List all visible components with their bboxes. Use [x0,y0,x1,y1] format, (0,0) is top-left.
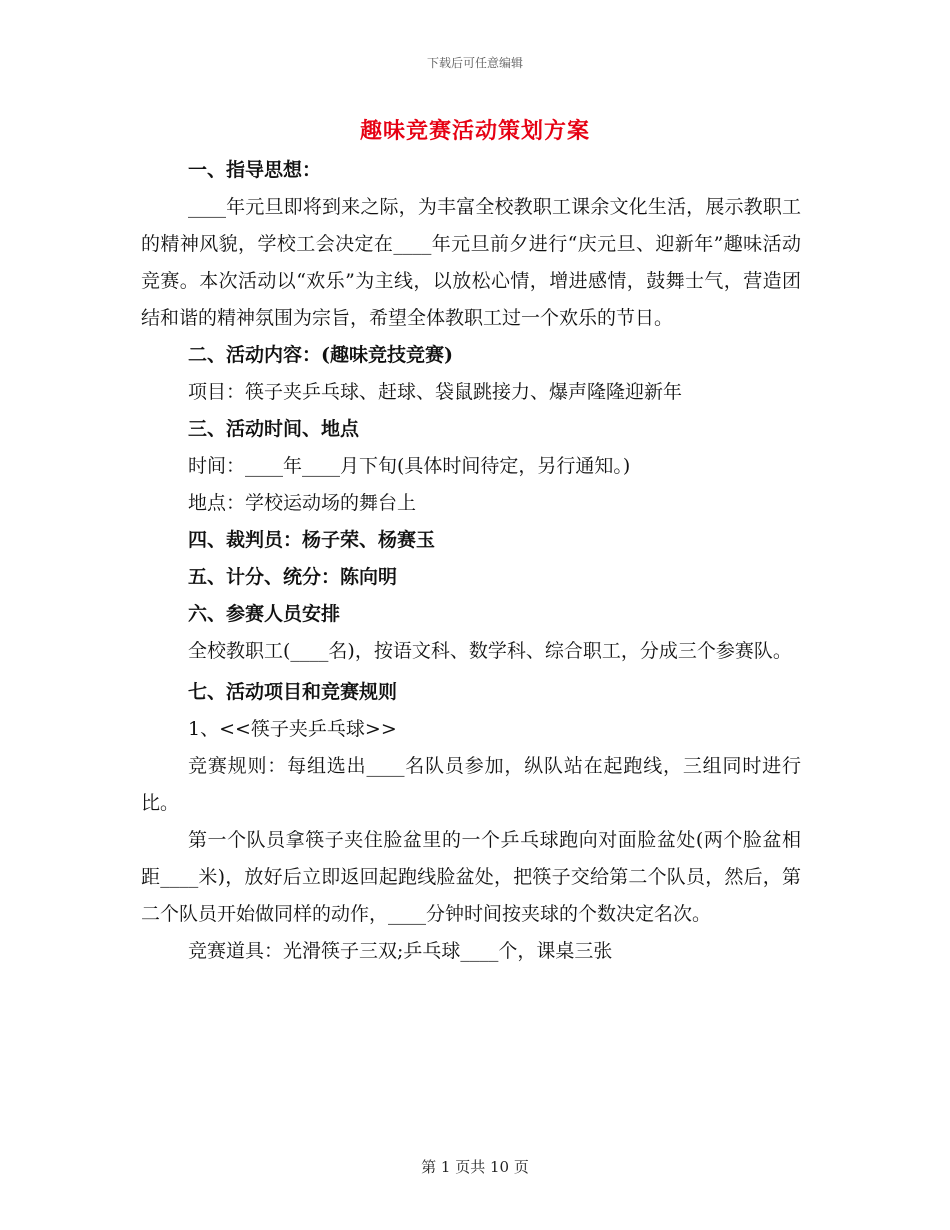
event-detail-paragraph: 第一个队员拿筷子夹住脸盆里的一个乒乓球跑向对面脸盆处(两个脸盆相距____米)，放好后立即返回起跑线脸盆处，把筷子交给第二个队员，然后，第二个队员开始做同样的动作，____分钟时间按夹球的个数决定名次。 [141,829,801,925]
event-item-chopsticks: 1、<<筷子夹乒乓球>> [188,718,397,740]
section-heading-referees: 四、裁判员：杨子荣、杨赛玉 [188,529,436,551]
document-title: 趣味竞赛活动策划方案 [359,118,590,144]
section-heading-events-rules: 七、活动项目和竞赛规则 [188,681,398,703]
event-props-line: 竞赛道具：光滑筷子三双;乒乓球____个，课桌三张 [188,940,613,962]
section-heading-scoring: 五、计分、统分：陈向明 [188,566,398,588]
activity-time-line: 时间：____年____月下旬(具体时间待定，另行通知。) [188,455,631,477]
section-heading-time-place: 三、活动时间、地点 [188,418,360,440]
section-heading-participants: 六、参赛人员安排 [188,603,341,625]
document-body [141,152,801,970]
header-note: 下载后可任意编辑 [426,56,523,70]
event-rule-paragraph: 竞赛规则：每组选出____名队员参加，纵队站在起跑线，三组同时进行比。 [141,755,801,814]
section-heading-activity-content: 二、活动内容：(趣味竞技竞赛) [188,344,453,366]
section-heading-guiding-ideology: 一、指导思想： [188,159,322,181]
page-number-footer: 第 1 页共 10 页 [421,1158,529,1176]
activity-place-line: 地点：学校运动场的舞台上 [188,492,417,514]
participants-paragraph: 全校教职工(____名)，按语文科、数学科、综合职工，分成三个参赛队。 [188,640,792,662]
guiding-ideology-paragraph: ____年元旦即将到来之际，为丰富全校教职工课余文化生活，展示教职工的精神风貌，学校工会决定在____年元旦前夕进行“庆元旦、迎新年”趣味活动竞赛。本次活动以“欢乐”为主线，以放松心情，增进感情，鼓舞士气，营造团结和谐的精神氛围为宗旨，希望全体教职工过一个欢乐的节日。 [141,196,801,329]
activity-items-line: 项目：筷子夹乒乓球、赶球、袋鼠跳接力、爆声隆隆迎新年 [188,381,683,403]
